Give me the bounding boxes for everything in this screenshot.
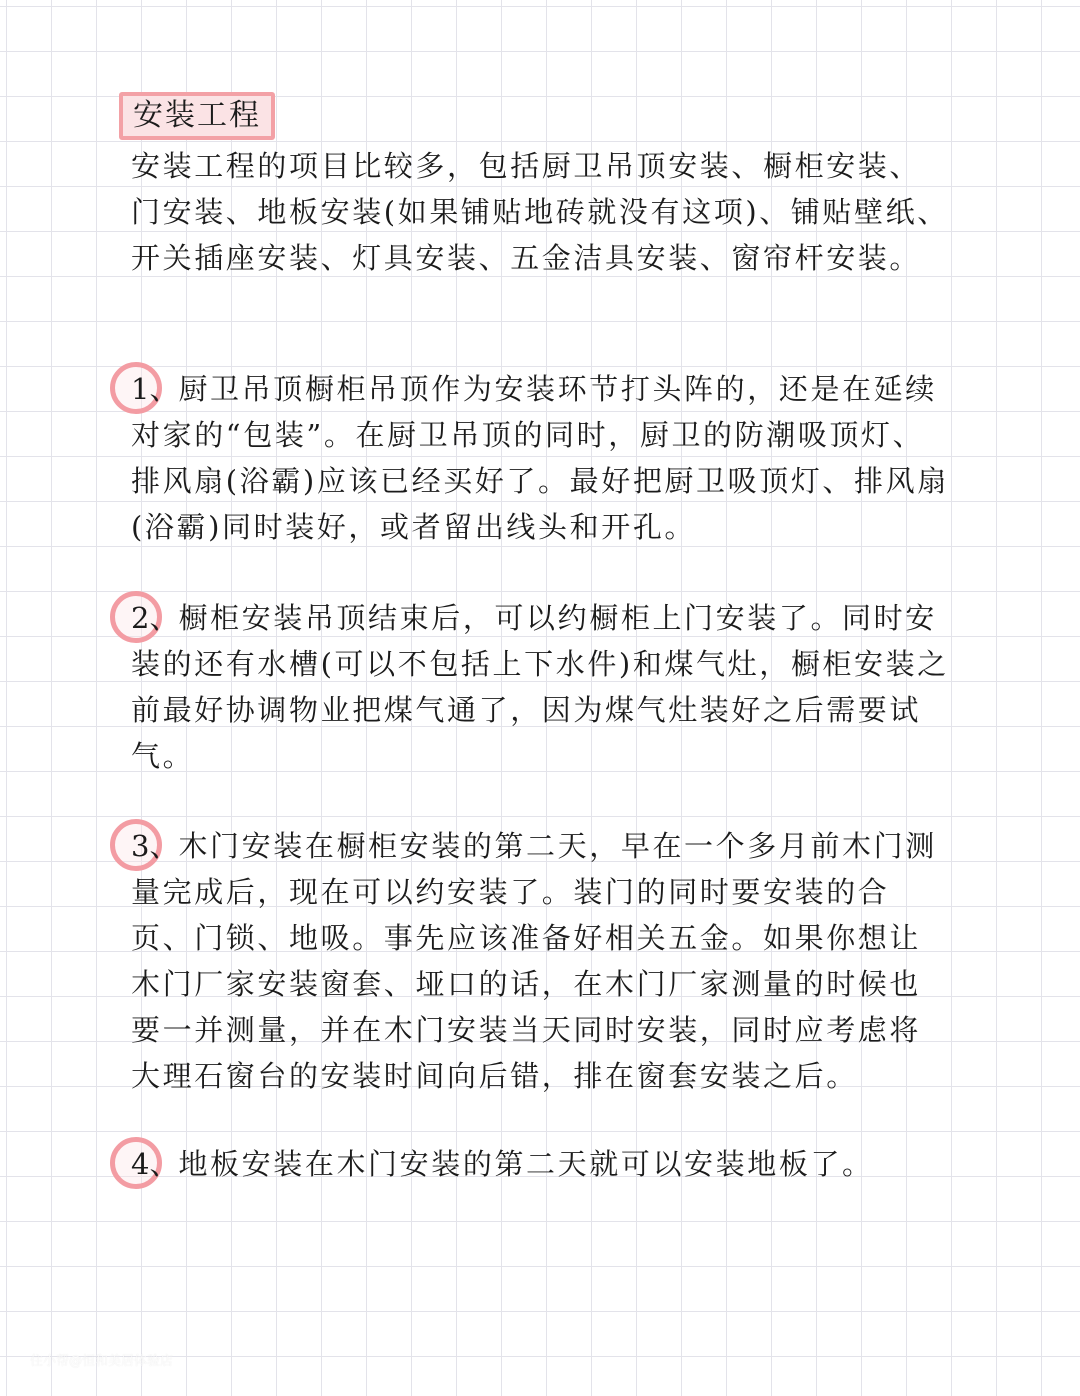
section-4-text: 地板安装在木门安装的第二天就可以安装地板了。 (178, 1147, 874, 1181)
section-title-highlight (119, 92, 275, 140)
section-4-number: 4、 (131, 1147, 179, 1181)
section-3-text: 木门安装在橱柜安装的第二天，早在一个多月前木门测量完成后，现在可以约安装了。装门的同时要安装的合页、门锁、地吸。事先应该准备好相关五金。如果你想让木门厂家安装窗套、垭口的话，在木门厂家测量的时候也要一并测量，并在木门安装当天同时安装，同时应考虑将大理石窗台的安装时间向后错，排在窗套安装之后。 (131, 829, 937, 1093)
intro-paragraph: 安装工程的项目比较多，包括厨卫吊顶安装、橱柜安装、门安装、地板安装(如果铺贴地砖就没有这项)、铺贴壁纸、开关插座安装、灯具安装、五金洁具安装、窗帘杆安装。 (131, 149, 949, 275)
section-2-text: 橱柜安装吊顶结束后，可以约橱柜上门安装了。同时安装的还有水槽(可以不包括上下水件)和煤气灶，橱柜安装之前最好协调物业把煤气通了，因为煤气灶装好之后需要试气。 (131, 601, 949, 773)
section-1-number: 1、 (131, 372, 179, 406)
section-1-paragraph (131, 366, 951, 550)
section-4-paragraph (131, 1141, 951, 1187)
section-2-paragraph (131, 595, 951, 779)
section-2-number: 2、 (131, 601, 179, 635)
section-3-number: 3、 (131, 829, 179, 863)
section-1-text: 厨卫吊顶橱柜吊顶作为安装环节打头阵的，还是在延续对家的“包装”。在厨卫吊顶的同时，厨卫的防潮吸顶灯、排风扇(浴霸)应该已经买好了。最好把厨卫吸顶灯、排风扇(浴霸)同时装好，或者留出线头和开孔。 (131, 372, 949, 544)
section-3-paragraph (131, 823, 951, 1099)
section-title: 安装工程 (133, 98, 261, 133)
watermark: 住小帮@恒和美居体验店 (30, 1354, 174, 1369)
